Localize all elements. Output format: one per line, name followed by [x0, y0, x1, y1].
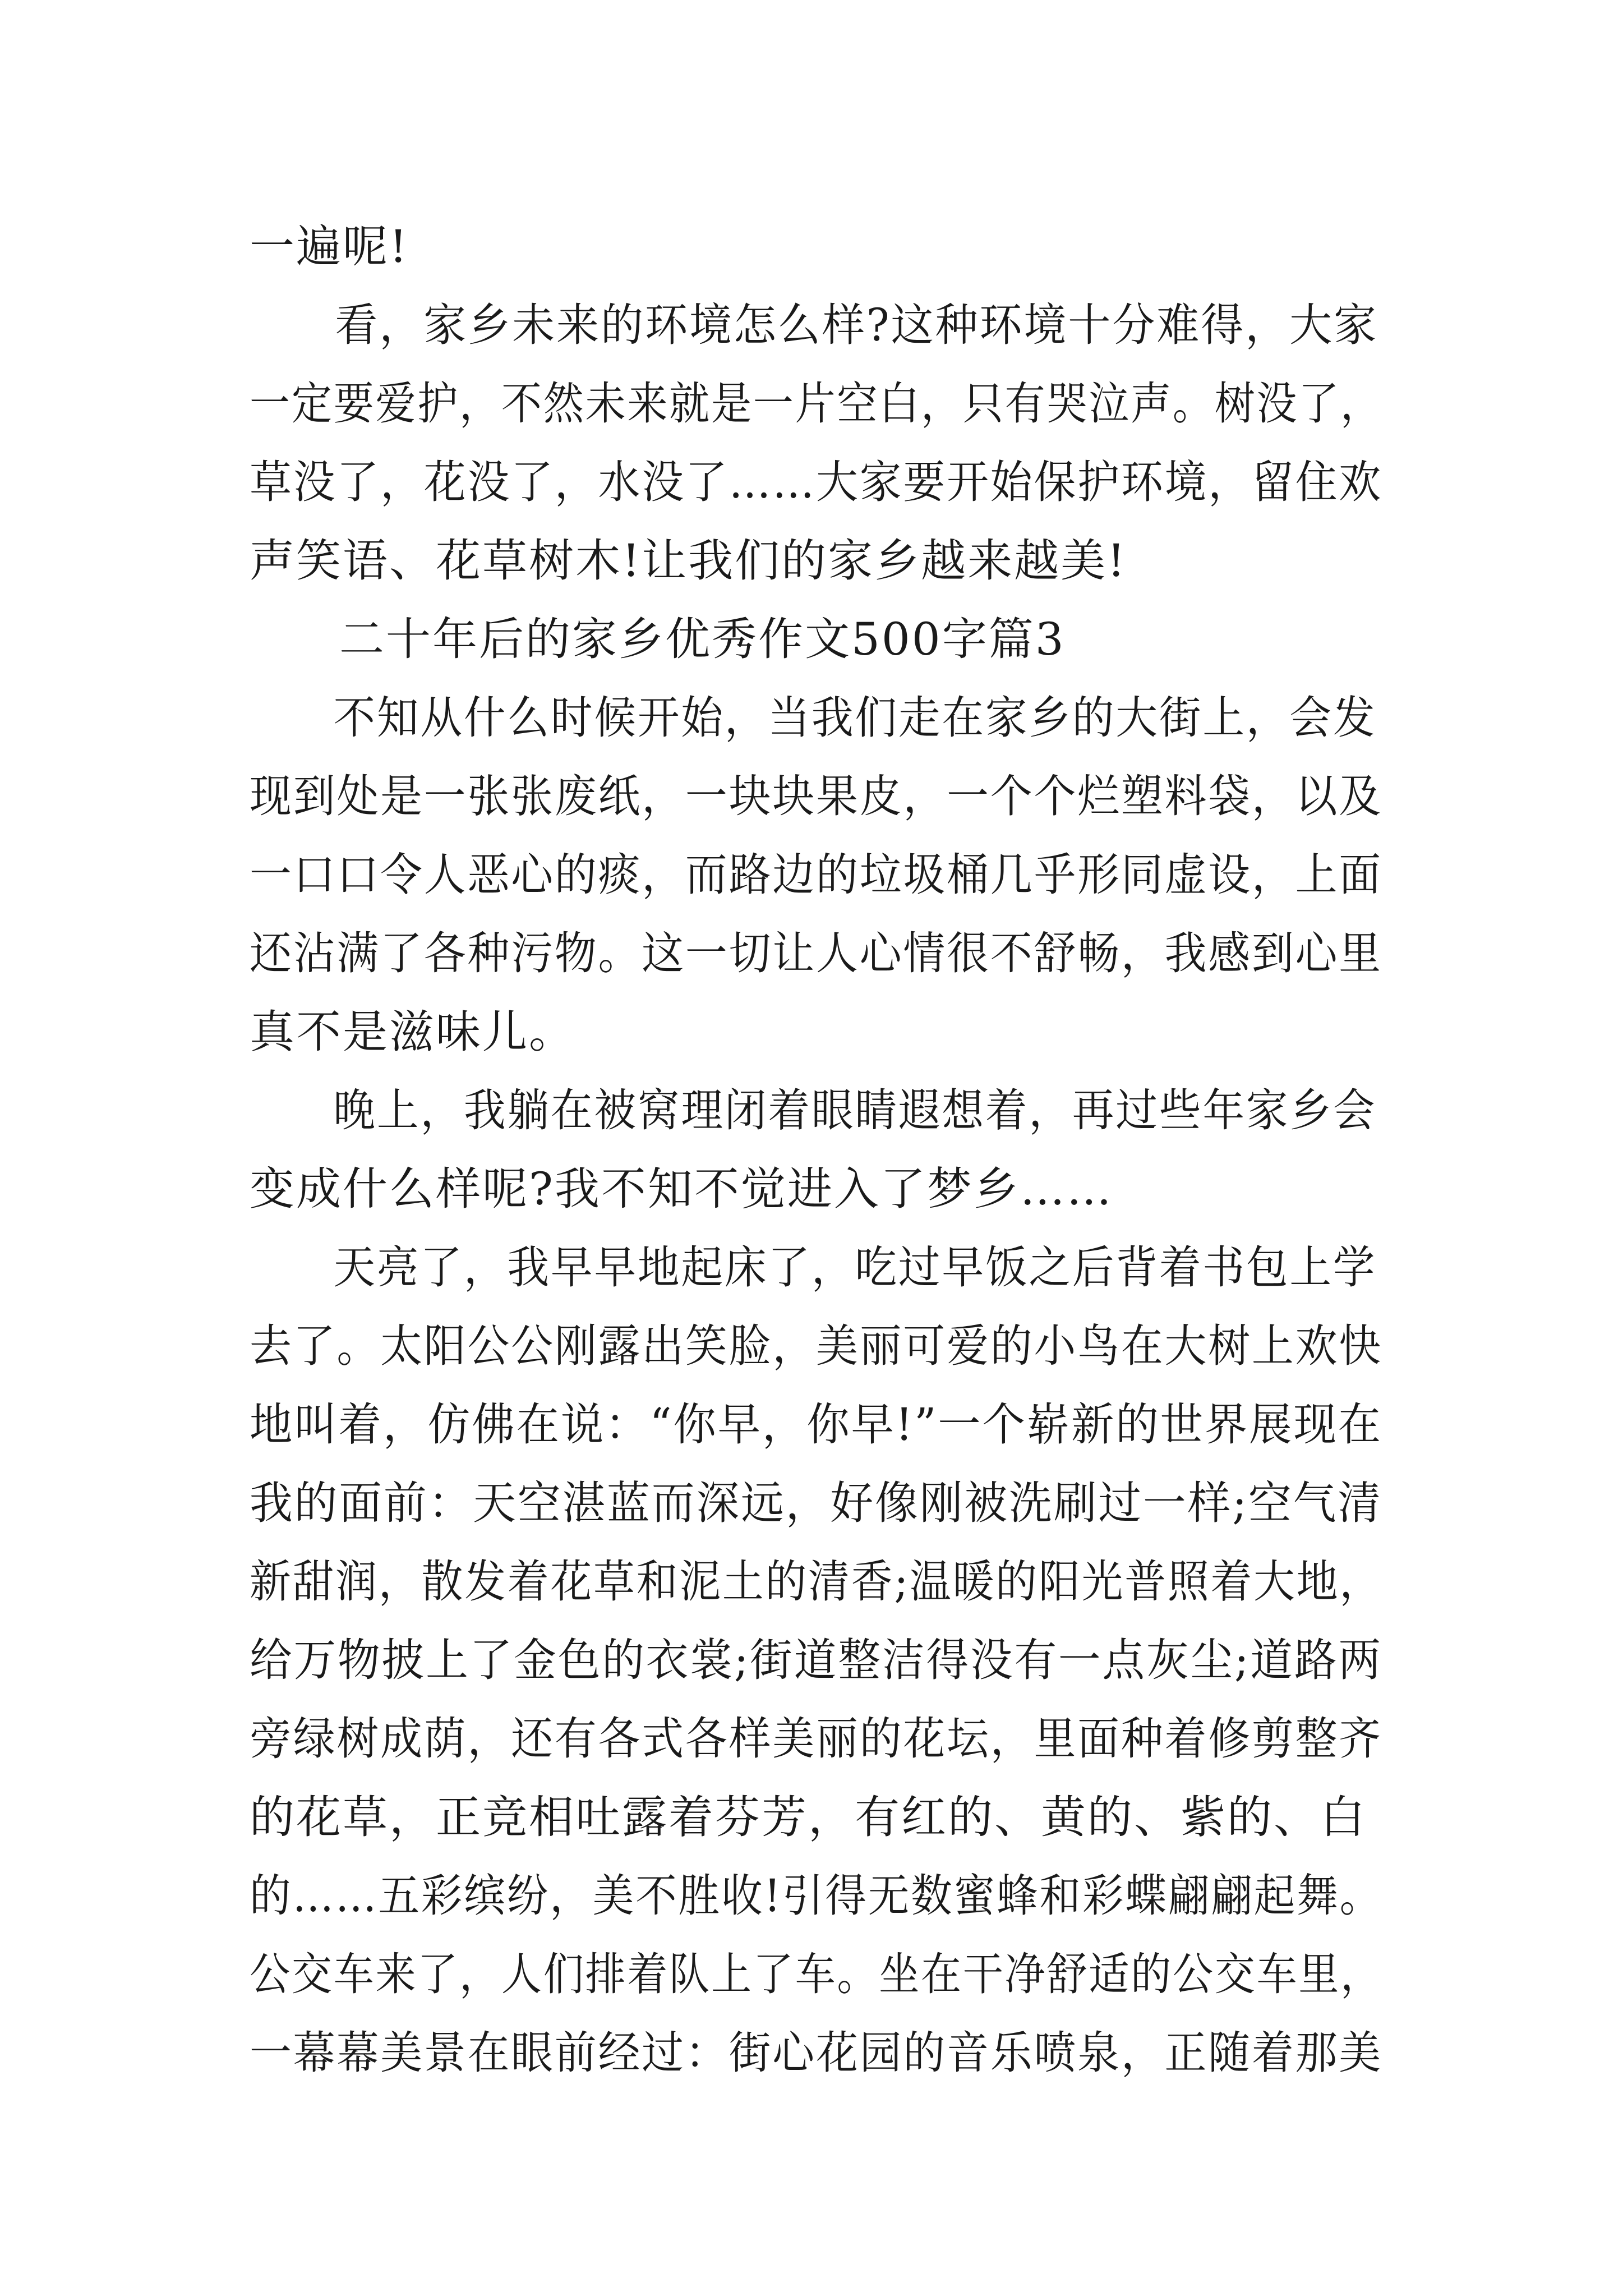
text-line: 看，家乡未来的环境怎么样?这种环境十分难得，大家 [335, 299, 1378, 351]
text-line: 公交车来了，人们排着队上了车。坐在干净舒适的公交车里， [250, 1948, 1382, 2000]
text-line: 还沾满了各种污物。这一切让人心情很不舒畅，我感到心里 [250, 927, 1382, 979]
essay-text [250, 208, 1382, 2092]
text-line: 现到处是一张张废纸，一块块果皮，一个个烂塑料袋，以及 [250, 770, 1382, 822]
text-line: 一定要爱护，不然未来就是一片空白，只有哭泣声。树没了， [250, 378, 1382, 430]
text-line: 我的面前：天空湛蓝而深远，好像刚被洗刷过一样;空气清 [250, 1477, 1382, 1529]
text-line: 一幕幕美景在眼前经过：街心花园的音乐喷泉，正随着那美 [250, 2027, 1382, 2079]
text-line: 的花草，正竞相吐露着芬芳，有红的、黄的、紫的、白 [250, 1791, 1367, 1843]
text-line: 天亮了，我早早地起床了，吃过早饭之后背着书包上学 [333, 1241, 1377, 1294]
text-line: 给万物披上了金色的衣裳;街道整洁得没有一点灰尘;道路两 [250, 1634, 1382, 1686]
text-line: 变成什么样呢?我不知不觉进入了梦乡…… [250, 1163, 1113, 1215]
text-line: 二十年后的家乡优秀作文500字篇3 [339, 613, 1066, 665]
text-line: 地叫着，仿佛在说：“你早，你早!”一个崭新的世界展现在 [250, 1398, 1382, 1451]
text-line: 真不是滋味儿。 [250, 1006, 575, 1058]
text-line: 不知从什么时候开始，当我们走在家乡的大街上，会发 [333, 692, 1377, 744]
text-line: 旁绿树成荫，还有各式各样美丽的花坛，里面种着修剪整齐 [250, 1713, 1382, 1765]
text-line: 一遍呢! [250, 220, 409, 273]
text-line: 的……五彩缤纷，美不胜收!引得无数蜜蜂和彩蝶翩翩起舞。 [250, 1870, 1383, 1922]
text-line: 去了。太阳公公刚露出笑脸，美丽可爱的小鸟在大树上欢快 [250, 1320, 1382, 1372]
text-line: 新甜润，散发着花草和泥土的清香;温暖的阳光普照着大地， [250, 1556, 1382, 1608]
text-line: 一口口令人恶心的痰，而路边的垃圾桶几乎形同虚设，上面 [250, 849, 1382, 901]
text-line: 晚上，我躺在被窝理闭着眼睛遐想着，再过些年家乡会 [333, 1084, 1377, 1137]
text-line: 声笑语、花草树木!让我们的家乡越来越美! [250, 535, 1127, 587]
text-line: 草没了，花没了，水没了……大家要开始保护环境，留住欢 [250, 456, 1382, 508]
